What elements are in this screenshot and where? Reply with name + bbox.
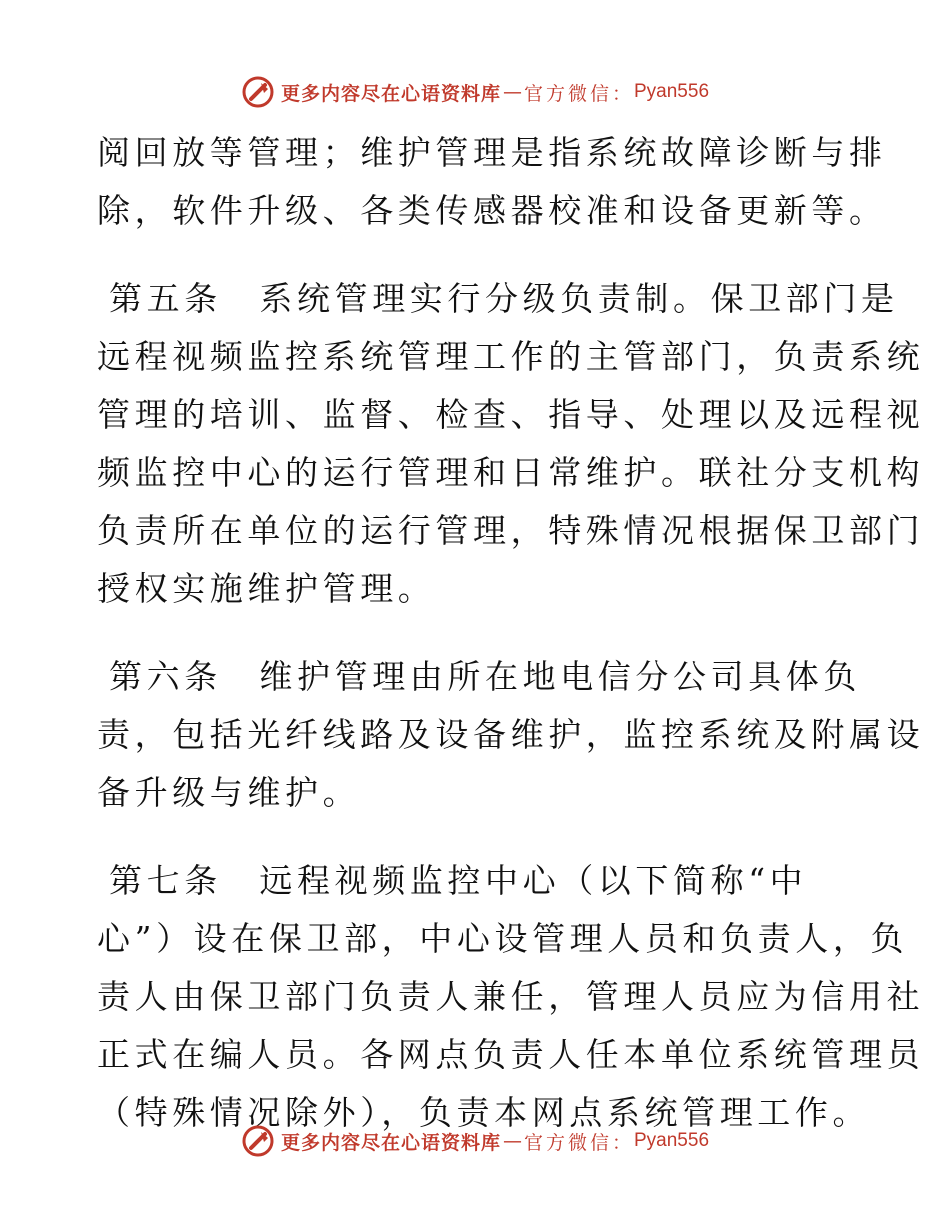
watermark-wechat-account: Pyan556 — [634, 1130, 710, 1151]
logo-icon — [241, 1124, 275, 1158]
article-7 — [97, 852, 925, 1142]
text-line: 授权实施维护管理。 — [97, 569, 436, 608]
article-heading-line: 第七条 远程视频监控中心（以下简称“中 — [109, 861, 808, 900]
logo-icon — [241, 75, 275, 109]
article-5 — [97, 270, 925, 618]
text-line: 备升级与维护。 — [97, 773, 361, 812]
text-line: 阅回放等管理；维护管理是指系统故障诊断与排 — [97, 133, 887, 172]
footer-watermark — [0, 1121, 950, 1161]
text-line: 频监控中心的运行管理和日常维护。联社分支机构 — [97, 453, 925, 492]
watermark-dash: — — [502, 1130, 522, 1152]
article-heading-line: 第六条 维护管理由所在地电信分公司具体负 — [109, 657, 861, 696]
watermark-wechat-label: 官方微信： — [523, 1131, 634, 1154]
header-watermark — [0, 72, 950, 112]
text-line: 除，软件升级、各类传感器校准和设备更新等。 — [97, 191, 887, 230]
watermark-wechat-label: 官方微信： — [523, 82, 634, 105]
watermark-promo-text: 更多内容尽在心语资料库 — [280, 1131, 501, 1154]
text-line: 管理的培训、监督、检查、指导、处理以及远程视 — [97, 395, 925, 434]
watermark-dash: — — [502, 81, 522, 103]
text-line: 责人由保卫部门负责人兼任，管理人员应为信用社 — [97, 977, 925, 1016]
paragraph-intro — [97, 124, 887, 240]
watermark-wechat-account: Pyan556 — [634, 81, 710, 102]
article-heading-line: 第五条 系统管理实行分级负责制。保卫部门是 — [109, 279, 899, 318]
text-line: 负责所在单位的运行管理，特殊情况根据保卫部门 — [97, 511, 925, 550]
text-line: （特殊情况除外），负责本网点系统管理工作。 — [97, 1093, 871, 1132]
article-6 — [97, 648, 925, 822]
text-line: 责，包括光纤线路及设备维护，监控系统及附属设 — [97, 715, 925, 754]
text-line: 心”）设在保卫部，中心设管理人员和负责人，负 — [97, 919, 909, 958]
watermark-promo-text: 更多内容尽在心语资料库 — [280, 82, 501, 105]
document-body — [97, 124, 925, 1142]
text-line: 远程视频监控系统管理工作的主管部门，负责系统 — [97, 337, 925, 376]
text-line: 正式在编人员。各网点负责人任本单位系统管理员 — [97, 1035, 925, 1074]
